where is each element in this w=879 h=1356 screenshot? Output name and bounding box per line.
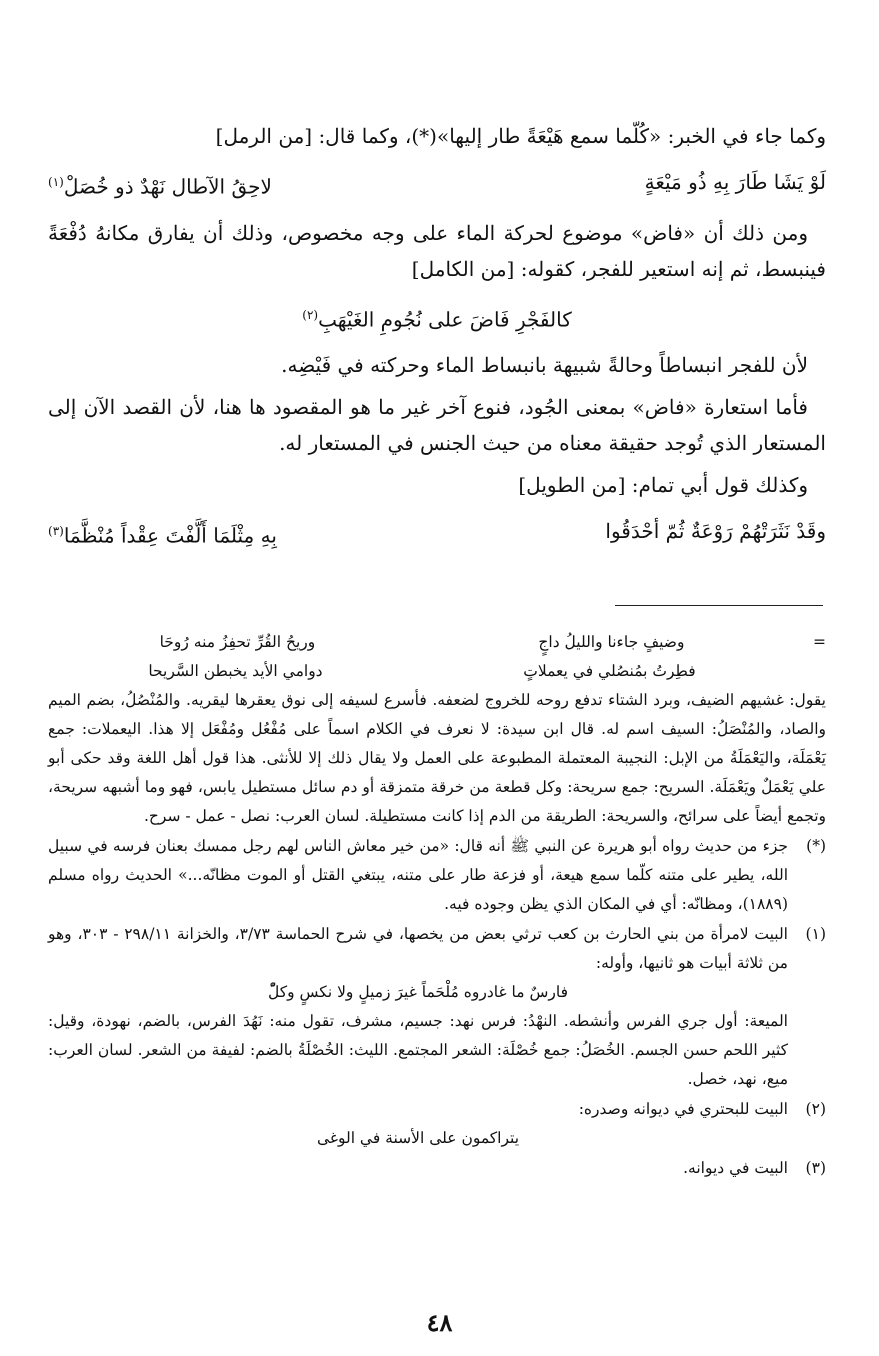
footnote-divider (615, 605, 823, 606)
footnotes (48, 628, 826, 1183)
paragraph: ومن ذلك أن «فاض» موضوع لحركة الماء على وجه مخصوص، وذلك أن يفارق مكانهُ دُفْعَةً فينبسط، ثم إنه استعير للفجر، كقوله: [من الكامل] (48, 220, 826, 281)
footnote (48, 832, 826, 919)
verse-hemistich-left: لاحِقُ الآطال نَهْدٌ ذو خُصَلْ$^{(١)}$ (48, 174, 272, 199)
verse-hemistich-right: وضيفٍ جاءنا والليلُ داجٍ (538, 633, 685, 651)
footnote-text: البيت لامرأة من بني الحارث بن كعب ترثي بعض من يخصها، في شرح الحماسة ٣/٧٣، والخزانة ٢٩٨/١١ - ٣٠٣، وهو من ثلاثة أبيات هو ثانيها، وأوله: (48, 925, 788, 972)
footnote-mark: (٣) (48, 524, 64, 539)
footnote-text: البيت في ديوانه. (683, 1159, 788, 1177)
verse-hemistich-left: دوامي الأيد يخبطن السَّريحا (148, 662, 323, 680)
footnote-number: (*) (806, 837, 826, 855)
footnote-text: جزء من حديث رواه أبو هريرة عن النبي ﷺ أنه قال: «من خير معاش الناس لهم رجل ممسك بعنان فرسه في سبيل الله، يطير على متنه كلّما سمع هيعة، أو فزعة طار على متنه، يبتغي القتل أو الموت مظانّه...» الحديث رواه مسلم (١٨٨٩)، ومظانّه: أي في المكان الذي يظن وجوده فيه. (48, 837, 788, 913)
verse-hemistich-left: بِهِ مِثْلَمَا أَلَّفْتَ عِقْداً مُنْظَّمَا$^{(٣)}$ (48, 523, 277, 548)
footnote-verse: يتراكمون على الأسنة في الوغى (316, 1129, 520, 1147)
footnote (48, 920, 826, 1094)
verse-hemistich-right: لَوْ يَشَا طَارَ بِهِ ذُو مَيْعَةٍ (644, 170, 826, 194)
footnote-text: يقول: غشيهم الضيف، وبرد الشتاء تدفع روحه للخروج لضعفه. فأسرع لسيفه إلى نوق يعقرها ليقريه. والمُنْصُلُ، بضم الميم والصاد، والمُنْصَلُ: السيف اسم له. قال ابن سيدة: لا نعرف في الكلام اسماً على مُفْعُل ومُفْعَل إلا هذا. اليعملات: جمع يَعْمَلَة، واليَعْمَلَةُ من الإبل: النجيبة المعتملة المطبوعة على العمل ولا يقال ذلك إلا للأنثى. هذا قول أهل اللغة وقد حكى أبو علي يَعْمَلٌ ويَعْمَلَة. السريح: جمع سريحة: وكل قطعة من خرقة متمزقة أو دم سائل مستطيل يابس، فهو وما أشبهه سريحة، وتجمع أيضاً على سرائح، والسريحة: الطريقة من الدم إذا كانت مستطيلة. لسان العرب: نصل - عمل - سرح. (48, 691, 826, 825)
footnote-number: (٢) (805, 1100, 826, 1118)
footnote-text: الميعة: أول جري الفرس وأنشطه. النهْدُ: فرس نهد: جسيم، مشرف، تقول منه: نَهُدَ الفرس، بالضم، نهودة، وقيل: كثير اللحم حسن الجسم. الخُصَلُ: جمع خُصْلَة: الشعر المجتمع. الليث: الخُصْلَةُ بالضم: لفيفة من الشعر. لسان العرب: ميع، نهد، خصل. (48, 1012, 788, 1088)
verse-line (48, 160, 826, 209)
footnote-mark: (١) (48, 175, 64, 189)
footnote-mark: (٢) (302, 307, 319, 322)
paragraph: لأن للفجر انبساطاً وحالةً شبيهة بانبساط الماء وحركته في فَيْضِه. (281, 353, 808, 378)
footnote-text: البيت للبحتري في ديوانه وصدره: (578, 1100, 788, 1118)
page-number: ٤٨ (426, 1308, 453, 1337)
footnote-number: (١) (805, 925, 826, 943)
main-text (48, 118, 826, 564)
verse-hemistich: كالفَجْرِ فَاضَ على نُجُومِ الغَيْهَبِ$^{(٢)}$ (302, 307, 572, 332)
verse-line (48, 628, 796, 657)
footnote-continuation (48, 628, 826, 686)
paragraph: وكما جاء في الخبر: «كُلّما سمع هَيْعَةً طار إليها»(*)، وكما قال: [من الرمل] (215, 124, 826, 148)
footnote (48, 1154, 826, 1183)
verse-line (48, 657, 796, 686)
verse-line (48, 509, 826, 558)
paragraph: فأما استعارة «فاض» بمعنى الجُود، فنوع آخر غير ما هو المقصود ها هنا، لأن القصد الآن إلى المستعار الذي تُوجد حقيقة معناه من حيث الجنس في المستعار له. (48, 395, 826, 456)
footnote-verse: فارسٌ ما غادروه مُلْحَماً غيرَ زميلٍ ولا نكسٍ وكلّْ (267, 983, 569, 1001)
verse-hemistich-right: فطِرتُ بمُنصُلي في يعملاتٍ (523, 662, 696, 680)
footnote-number: (٣) (805, 1159, 826, 1177)
footnote (48, 1095, 826, 1153)
verse-hemistich-left: وريحُ القُرِّ تحفِزُ منه رُوحَا (159, 633, 316, 651)
verse-hemistich-right: وقَدْ نَثَرَتْهُمْ رَوْعَةٌ ثُمّ أحْدَقُوا (605, 519, 826, 544)
paragraph: وكذلك قول أبي تمام: [من الطويل] (518, 473, 808, 498)
continuation-mark: = (813, 633, 826, 651)
